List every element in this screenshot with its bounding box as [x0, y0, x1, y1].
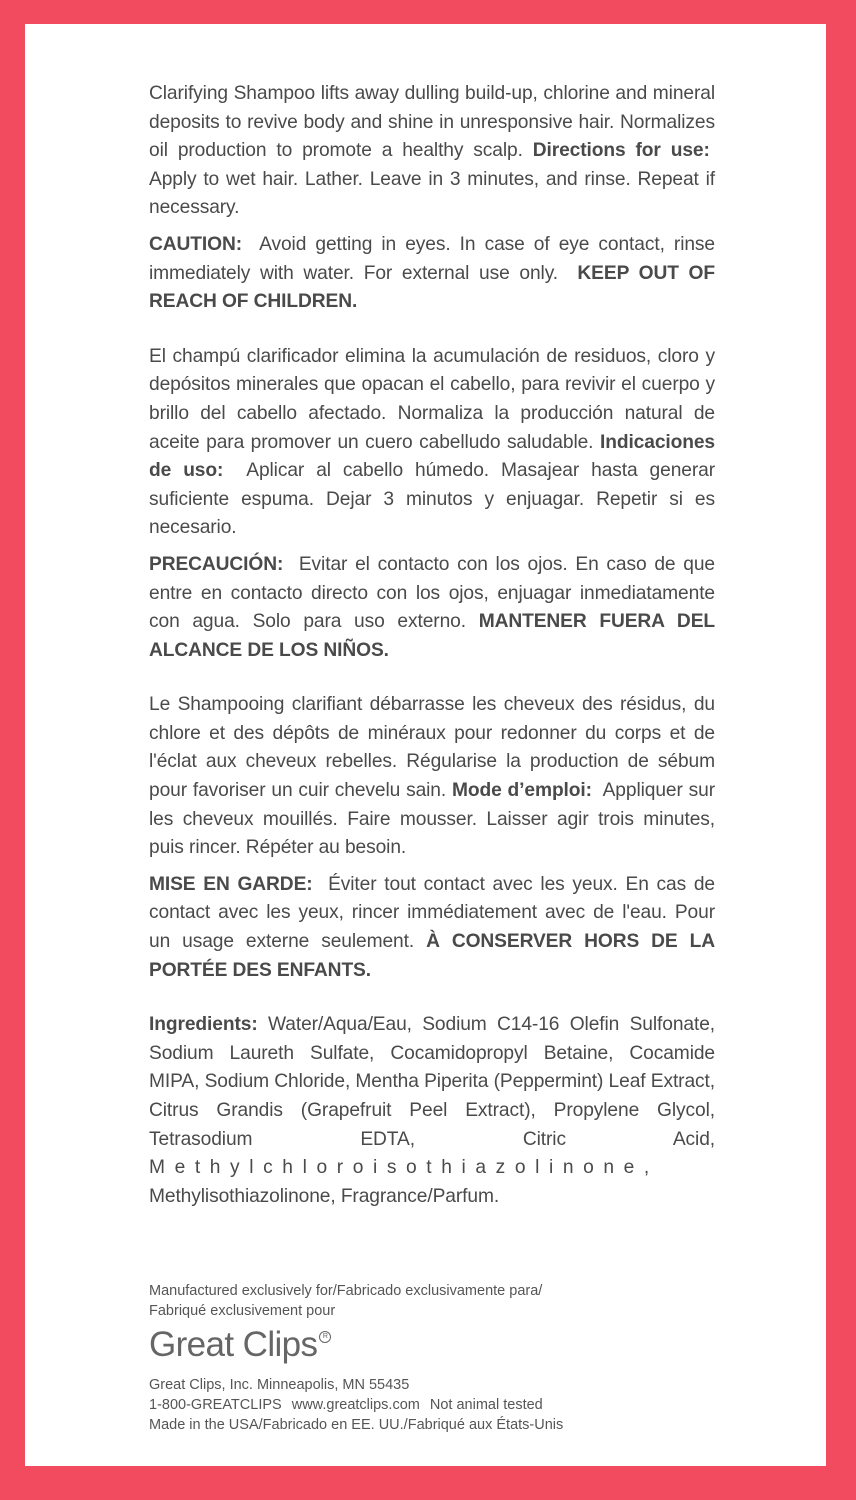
- label-panel: [25, 24, 826, 1466]
- french-description: Le Shampooing clarifiant débarrasse les cheveux des résidus, du chlore et des dépôts de minéraux pour redonner du corps et de l'éclat aux cheveux rebelles. Régularise la production de sébum pour favoriser un cuir chevelu sain. Mode d’emploi: Appliquer sur les cheveux mouillés. Faire mousser. Laisser agir trois minutes, puis rincer. Répéter au besoin.: [149, 694, 715, 859]
- english-description: Clarifying Shampoo lifts away dulling build-up, chlorine and mineral deposits to revive body and shine in unresponsive hair. Normalizes oil production to promote a healthy scalp. Directions for use: Apply to wet hair. Lather. Leave in 3 minutes, and rinse. Repeat if necessary.: [149, 83, 715, 219]
- spanish-description: El champú clarificador elimina la acumulación de residuos, cloro y depósitos minerales que opacan el cabello, para revivir el cuerpo y brillo del cabello afectado. Normaliza la producción natural de aceite para promover un cuero cabelludo saludable. Indicaciones de uso: Aplicar al cabello húmedo. Masajear hasta generar suficiente espuma. Dejar 3 minutos y enjuagar. Repetir si es necesario.: [149, 345, 715, 539]
- english-directions: Apply to wet hair. Lather. Leave in 3 minutes, and rinse. Repeat if necessary.: [149, 168, 715, 219]
- contact-line: [149, 1395, 715, 1415]
- french-directions: Appliquer sur les cheveux mouillés. Faire mousser. Laisser agir trois minutes, puis rincer. Répéter au besoin.: [149, 780, 715, 859]
- french-caution-warning: À CONSERVER HORS DE LA PORTÉE DES ENFANTS.: [149, 931, 715, 981]
- manufactured-line-1: Manufactured exclusively for/Fabricado exclusivamente para/: [149, 1283, 543, 1299]
- ingredients-label: Ingredients:: [149, 1014, 258, 1036]
- french-directions-label: Mode d’emploi:: [452, 780, 592, 802]
- origin-line: Made in the USA/Fabricado en EE. UU./Fabriqué aux États-Unis: [149, 1417, 564, 1433]
- spanish-directions-label: Indicaciones de uso:: [149, 431, 715, 482]
- label-content: [149, 80, 715, 1211]
- spanish-caution: PRECAUCIÓN: Evitar el contacto con los ojos. En caso de que entre en contacto directo con los ojos, enjuagar inmediatamente con agua. Solo para uso externo. MANTENER FUERA DEL ALCANCE DE LOS NIÑOS.: [149, 553, 716, 661]
- animal-testing-note: Not animal tested: [429, 1397, 543, 1413]
- manufacturer-footer: [149, 1281, 715, 1435]
- english-caution: CAUTION: Avoid getting in eyes. In case of eye contact, rinse immediately with water. For external use only. KEEP OUT OF REACH OF CHILDREN.: [149, 233, 715, 313]
- spanish-caution-label: PRECAUCIÓN:: [149, 553, 284, 575]
- registered-mark-icon: R: [319, 1331, 331, 1343]
- spanish-directions: Aplicar al cabello húmedo. Masajear hasta generar suficiente espuma. Dejar 3 minutos y enjuagar. Repetir si es necesario.: [149, 460, 715, 539]
- great-clips-logo: Great Clips R: [149, 1325, 715, 1365]
- english-directions-label: Directions for use:: [532, 140, 710, 162]
- website: www.greatclips.com: [291, 1397, 420, 1413]
- english-caution-label: CAUTION:: [149, 233, 242, 255]
- ingredients-list: Ingredients: Water/Aqua/Eau, Sodium C14-16 Olefin Sulfonate, Sodium Laureth Sulfate, Cocamidopropyl Betaine, Cocamide MIPA, Sodium Chloride, Mentha Piperita (Peppermint) Leaf Extract, Citrus Grandis (Grapefruit Peel Extract), Propylene Glycol, Tetrasodium EDTA, Citric Acid, Methylchloroisothiazolinone, Methylisothiazolinone, Fragrance/Parfum.: [149, 1014, 715, 1207]
- french-caution-label: MISE EN GARDE:: [149, 873, 313, 895]
- company-address: Great Clips, Inc. Minneapolis, MN 55435: [149, 1377, 410, 1393]
- english-caution-warning: KEEP OUT OF REACH OF CHILDREN.: [149, 262, 715, 313]
- phone-number: 1-800-GREATCLIPS: [149, 1397, 282, 1413]
- french-caution: MISE EN GARDE: Éviter tout contact avec les yeux. En cas de contact avec les yeux, rincer immédiatement avec de l'eau. Pour un usage externe seulement. À CONSERVER HORS DE LA PORTÉE DES ENFANTS.: [149, 873, 716, 981]
- spanish-caution-warning: MANTENER FUERA DEL ALCANCE DE LOS NIÑOS.: [149, 611, 716, 661]
- manufactured-line-2: Fabriqué exclusivement pour: [149, 1303, 336, 1319]
